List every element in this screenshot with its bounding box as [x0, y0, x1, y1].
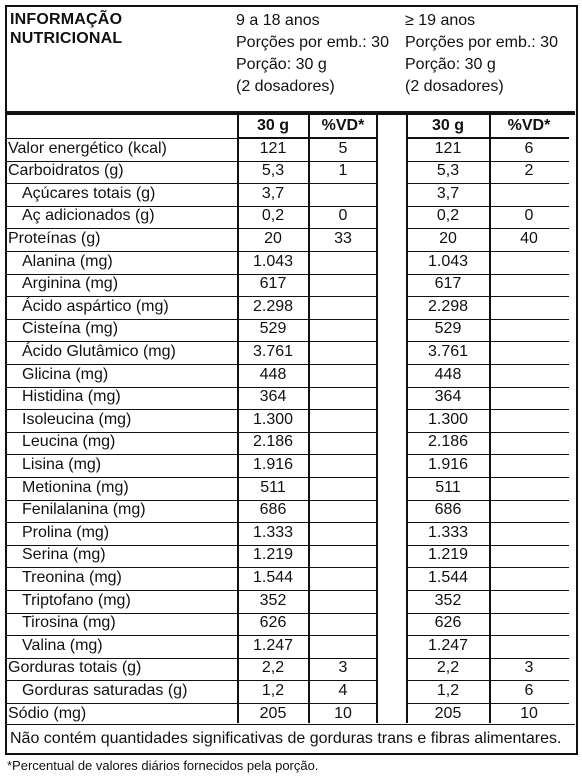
nutrient-vd-b: 6: [524, 681, 534, 699]
footnote: *Percentual de valores diários fornecidos pela porção.: [7, 758, 319, 773]
row-rule: [490, 296, 569, 297]
row-rule: [309, 477, 376, 478]
nutrient-row: [0, 477, 573, 500]
nutrient-amount-a: 2.298: [252, 297, 294, 315]
row-rule: [407, 341, 489, 342]
row-rule: [238, 364, 308, 365]
row-rule: [407, 206, 489, 207]
row-rule: [490, 364, 569, 365]
column-a-vd-head: %VD*: [321, 117, 365, 134]
nutrient-amount-a: 617: [259, 275, 287, 293]
column-a-dosers: (2 dosadores): [236, 78, 335, 95]
nutrient-row: [0, 499, 573, 522]
head-rule: [490, 137, 569, 138]
nutrient-label: Treonina (mg): [22, 568, 122, 586]
row-rule: [309, 364, 376, 365]
nutrient-vd-b: 0: [524, 207, 534, 225]
row-rule: [407, 613, 489, 614]
nutrient-amount-b: 2.186: [427, 433, 469, 451]
nutrient-row: [0, 454, 573, 477]
nutrient-row: [0, 228, 573, 251]
nutrient-row: [0, 183, 573, 206]
row-rule: [309, 545, 376, 546]
head-rule: [238, 137, 308, 138]
row-rule: [238, 635, 308, 636]
nutrient-amount-b: 5,3: [436, 162, 460, 180]
row-rule: [490, 500, 569, 501]
row-rule: [7, 545, 238, 546]
nutrient-row: [0, 251, 573, 274]
column-head-row: [0, 115, 573, 138]
nutrient-amount-b: 364: [434, 388, 462, 406]
row-rule: [490, 319, 569, 320]
row-rule: [407, 590, 489, 591]
nutrient-amount-a: 1.333: [252, 523, 294, 541]
nutrient-row: [0, 273, 573, 296]
row-rule: [7, 500, 238, 501]
row-rule: [490, 522, 569, 523]
nutrient-vd-b: 2: [524, 162, 534, 180]
row-rule: [490, 409, 569, 410]
nutrient-row: [0, 341, 573, 364]
row-rule: [309, 522, 376, 523]
nutrient-amount-b: 352: [434, 591, 462, 609]
row-rule: [238, 251, 308, 252]
nutrient-label: Sódio (mg): [8, 704, 87, 722]
row-rule: [7, 477, 238, 478]
row-rule: [7, 138, 238, 139]
row-rule: [7, 387, 238, 388]
row-rule: [407, 545, 489, 546]
row-rule: [309, 658, 376, 659]
nutrient-amount-b: 1.300: [427, 410, 469, 428]
row-rule: [238, 432, 308, 433]
nutrient-label: Gorduras totais (g): [8, 659, 142, 677]
row-rule: [238, 228, 308, 229]
row-rule: [407, 409, 489, 410]
row-rule: [490, 477, 569, 478]
row-rule: [407, 454, 489, 455]
row-rule: [7, 590, 238, 591]
nutrient-label: Gorduras saturadas (g): [22, 681, 188, 699]
row-rule: [7, 206, 238, 207]
row-rule: [490, 432, 569, 433]
row-rule: [407, 477, 489, 478]
row-rule: [7, 274, 238, 275]
row-rule: [7, 680, 238, 681]
nutrient-amount-a: 0,2: [261, 207, 285, 225]
nutrient-label: Triptofano (mg): [22, 591, 131, 609]
nutrient-row: [0, 431, 573, 454]
nutrient-amount-a: 3.761: [252, 342, 294, 360]
row-rule: [238, 296, 308, 297]
row-rule: [7, 161, 238, 162]
row-rule: [490, 658, 569, 659]
nutrient-vd-b: 40: [520, 229, 538, 247]
row-rule: [309, 161, 376, 162]
nutrient-amount-b: 686: [434, 501, 462, 519]
row-rule: [490, 228, 569, 229]
nutrient-label: Leucina (mg): [22, 433, 116, 451]
nutrient-row: [0, 318, 573, 341]
nutrient-amount-b: 1.544: [427, 568, 469, 586]
nutrient-amount-a: 364: [259, 388, 287, 406]
nutrient-row: [0, 522, 573, 545]
nutrient-label: Histidina (mg): [22, 388, 121, 406]
row-rule: [407, 296, 489, 297]
row-rule: [309, 590, 376, 591]
nutrient-amount-b: 1.219: [427, 546, 469, 564]
row-rule: [238, 161, 308, 162]
row-rule: [7, 409, 238, 410]
nutrient-amount-b: 3.761: [427, 342, 469, 360]
row-rule: [309, 454, 376, 455]
column-a-group: 9 a 18 anos: [236, 12, 320, 29]
row-rule: [309, 138, 376, 139]
nutrient-label: Serina (mg): [22, 546, 106, 564]
nutrient-amount-b: 1,2: [436, 681, 460, 699]
row-rule: [238, 522, 308, 523]
nutrient-label: Lisina (mg): [22, 455, 102, 473]
nutrient-row: [0, 590, 573, 613]
divider-a-end: [376, 115, 378, 723]
row-rule: [407, 138, 489, 139]
column-b-vd-head: %VD*: [507, 117, 551, 134]
nutrient-label: Açúcares totais (g): [22, 184, 156, 202]
footer-divider: [7, 724, 575, 725]
column-b-group: ≥ 19 anos: [405, 12, 476, 29]
nutrient-amount-a: 3,7: [261, 184, 285, 202]
column-b-dosers: (2 dosadores): [405, 78, 504, 95]
nutrient-vd-a: 3: [338, 659, 348, 677]
title-line-2: NUTRICIONAL: [10, 30, 123, 47]
nutrient-amount-b: 1.247: [427, 636, 469, 654]
nutrient-row: [0, 205, 573, 228]
row-rule: [7, 296, 238, 297]
row-rule: [490, 387, 569, 388]
nutrient-label: Arginina (mg): [22, 275, 119, 293]
nutrient-row: [0, 364, 573, 387]
row-rule: [7, 251, 238, 252]
row-rule: [7, 522, 238, 523]
nutrient-row: [0, 612, 573, 635]
nutrient-row: [0, 386, 573, 409]
nutrient-label: Ácido aspártico (mg): [22, 297, 169, 315]
row-rule: [238, 138, 308, 139]
nutrient-amount-a: 511: [260, 478, 286, 496]
nutrient-label: Prolina (mg): [22, 523, 110, 541]
nutrient-label: Alanina (mg): [22, 252, 113, 270]
nutrient-vd-a: 10: [334, 704, 352, 722]
nutrient-amount-a: 1.916: [252, 455, 294, 473]
nutrient-label: Valina (mg): [22, 636, 103, 654]
nutrient-label: Glicina (mg): [22, 365, 109, 383]
row-rule: [309, 432, 376, 433]
nutrient-amount-a: 2,2: [261, 659, 285, 677]
row-rule: [407, 319, 489, 320]
column-b-header: [405, 10, 558, 98]
row-rule: [7, 341, 238, 342]
nutrient-amount-a: 352: [259, 591, 287, 609]
nutrient-label: Ácido Glutâmico (mg): [22, 342, 176, 360]
row-rule: [407, 567, 489, 568]
nutrient-vd-a: 0: [338, 207, 348, 225]
row-rule: [407, 635, 489, 636]
row-rule: [309, 206, 376, 207]
nutrient-amount-b: 2.298: [427, 297, 469, 315]
row-rule: [7, 635, 238, 636]
row-rule: [490, 680, 569, 681]
nutrient-row: [0, 409, 573, 432]
row-rule: [7, 432, 238, 433]
nutrient-label: Isoleucina (mg): [22, 410, 132, 428]
nutrient-amount-a: 121: [259, 139, 287, 157]
nutrient-vd-a: 5: [338, 139, 348, 157]
row-rule: [7, 658, 238, 659]
nutrient-amount-b: 3,7: [436, 184, 460, 202]
row-rule: [238, 409, 308, 410]
nutrient-amount-a: 1.300: [252, 410, 294, 428]
nutrient-row: [0, 657, 573, 680]
nutrient-amount-a: 1.043: [252, 252, 294, 270]
row-rule: [490, 161, 569, 162]
column-b-amount-head: 30 g: [431, 117, 464, 134]
nutrient-amount-a: 448: [259, 365, 287, 383]
row-rule: [407, 364, 489, 365]
row-rule: [490, 545, 569, 546]
row-rule: [7, 567, 238, 568]
row-rule: [490, 703, 569, 704]
row-rule: [309, 296, 376, 297]
row-rule: [309, 387, 376, 388]
row-rule: [238, 454, 308, 455]
row-rule: [7, 454, 238, 455]
nutrient-amount-b: 1.916: [427, 455, 469, 473]
row-rule: [309, 228, 376, 229]
row-rule: [309, 341, 376, 342]
divider-label-amount: [237, 115, 239, 723]
nutrient-vd-b: 10: [520, 704, 538, 722]
row-rule: [490, 341, 569, 342]
footer-statement: Não contém quantidades significativas de gorduras trans e fibras alimentares.: [10, 730, 562, 747]
nutrient-label: Tirosina (mg): [22, 614, 116, 632]
nutrient-amount-a: 529: [259, 320, 287, 338]
nutrient-row: [0, 680, 573, 703]
nutrient-amount-b: 529: [434, 320, 462, 338]
row-rule: [490, 635, 569, 636]
nutrient-amount-a: 1,2: [261, 681, 285, 699]
row-rule: [7, 183, 238, 184]
row-rule: [309, 274, 376, 275]
row-rule: [407, 274, 489, 275]
row-rule: [238, 500, 308, 501]
row-rule: [238, 658, 308, 659]
row-rule: [238, 319, 308, 320]
head-rule: [309, 137, 376, 138]
nutrient-amount-b: 0,2: [436, 207, 460, 225]
row-rule: [309, 251, 376, 252]
nutrient-amount-a: 1.544: [252, 568, 294, 586]
nutrient-label: Cisteína (mg): [22, 320, 119, 338]
nutrient-label: Fenilalanina (mg): [22, 501, 146, 519]
row-rule: [490, 454, 569, 455]
nutrient-vd-a: 1: [338, 162, 348, 180]
nutrient-row: [0, 567, 573, 590]
row-rule: [490, 613, 569, 614]
divider-a-amount-vd: [308, 115, 310, 723]
nutrient-label: Carboidratos (g): [8, 162, 124, 180]
nutrient-amount-b: 1.043: [427, 252, 469, 270]
nutrient-amount-b: 20: [439, 229, 457, 247]
nutrient-row: [0, 296, 573, 319]
row-rule: [490, 183, 569, 184]
row-rule: [490, 274, 569, 275]
row-rule: [490, 567, 569, 568]
row-rule: [238, 387, 308, 388]
column-b-portions: Porções por emb.: 30: [405, 34, 558, 51]
nutrient-amount-a: 626: [259, 614, 287, 632]
row-rule: [490, 590, 569, 591]
row-rule: [238, 590, 308, 591]
row-rule: [238, 274, 308, 275]
nutrient-amount-b: 617: [434, 275, 462, 293]
nutrition-title: [10, 10, 122, 48]
nutrient-amount-a: 2.186: [252, 433, 294, 451]
column-a-amount-head: 30 g: [256, 117, 289, 134]
nutrient-row: [0, 544, 573, 567]
row-rule: [309, 183, 376, 184]
nutrient-label: Aç adicionados (g): [22, 207, 155, 225]
divider-b-amount-vd: [489, 115, 491, 723]
nutrient-row: [0, 703, 573, 726]
row-rule: [309, 409, 376, 410]
nutrient-amount-b: 121: [434, 139, 462, 157]
row-rule: [407, 228, 489, 229]
row-rule: [309, 500, 376, 501]
row-rule: [490, 251, 569, 252]
row-rule: [407, 522, 489, 523]
nutrient-amount-b: 2,2: [436, 659, 460, 677]
head-rule: [407, 137, 489, 138]
row-rule: [238, 680, 308, 681]
nutrient-row: [0, 635, 573, 658]
row-rule: [238, 613, 308, 614]
row-rule: [407, 680, 489, 681]
row-rule: [407, 161, 489, 162]
nutrient-amount-b: 1.333: [427, 523, 469, 541]
row-rule: [7, 613, 238, 614]
nutrient-amount-a: 5,3: [261, 162, 285, 180]
row-rule: [238, 703, 308, 704]
row-rule: [7, 703, 238, 704]
nutrient-amount-a: 205: [259, 704, 287, 722]
row-rule: [407, 432, 489, 433]
nutrient-amount-a: 1.219: [252, 546, 294, 564]
row-rule: [238, 206, 308, 207]
nutrient-row: [0, 138, 573, 161]
column-b-portion: Porção: 30 g: [405, 56, 496, 73]
nutrient-label: Metionina (mg): [22, 478, 129, 496]
nutrient-row: [0, 160, 573, 183]
divider-b-start: [406, 115, 408, 723]
row-rule: [407, 658, 489, 659]
row-rule: [490, 206, 569, 207]
nutrient-label: Proteínas (g): [8, 229, 101, 247]
row-rule: [407, 500, 489, 501]
row-rule: [238, 341, 308, 342]
row-rule: [407, 387, 489, 388]
row-rule: [407, 703, 489, 704]
column-a-portions: Porções por emb.: 30: [236, 34, 389, 51]
row-rule: [309, 567, 376, 568]
nutrient-amount-b: 626: [434, 614, 462, 632]
column-a-portion: Porção: 30 g: [236, 56, 327, 73]
row-rule: [407, 183, 489, 184]
nutrient-label: Valor energético (kcal): [8, 139, 167, 157]
row-rule: [309, 319, 376, 320]
row-rule: [309, 613, 376, 614]
row-rule: [309, 635, 376, 636]
row-rule: [238, 567, 308, 568]
row-rule: [309, 680, 376, 681]
nutrient-amount-a: 1.247: [252, 636, 294, 654]
nutrient-vd-a: 4: [338, 681, 348, 699]
nutrient-vd-b: 6: [524, 139, 534, 157]
column-a-header: [236, 10, 389, 98]
nutrient-amount-b: 205: [434, 704, 462, 722]
row-rule: [7, 319, 238, 320]
nutrient-amount-b: 448: [434, 365, 462, 383]
row-rule: [309, 703, 376, 704]
nutrient-vd-b: 3: [524, 659, 534, 677]
nutrient-amount-b: 511: [435, 478, 461, 496]
row-rule: [7, 228, 238, 229]
nutrient-vd-a: 33: [334, 229, 352, 247]
row-rule: [407, 251, 489, 252]
row-rule: [238, 545, 308, 546]
nutrient-amount-a: 686: [259, 501, 287, 519]
row-rule: [7, 364, 238, 365]
title-line-1: INFORMAÇÃO: [10, 11, 123, 28]
row-rule: [238, 183, 308, 184]
nutrient-amount-a: 20: [264, 229, 282, 247]
row-rule: [238, 477, 308, 478]
row-rule: [490, 138, 569, 139]
